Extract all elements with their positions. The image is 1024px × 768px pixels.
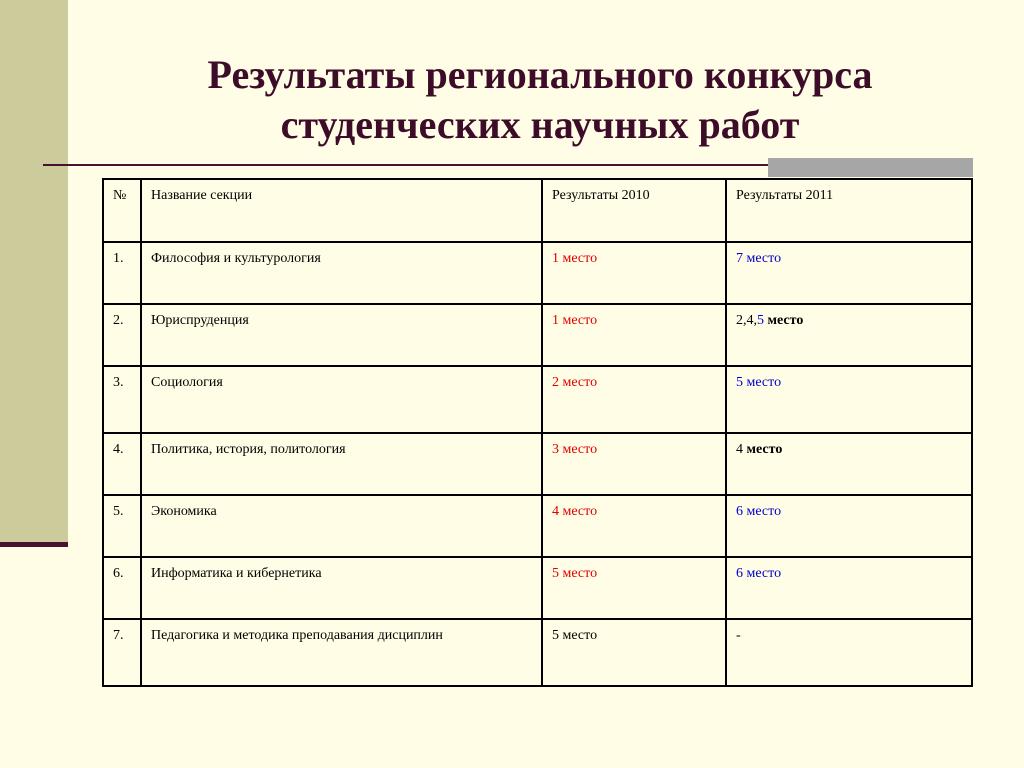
table-row (103, 304, 972, 366)
table-row (103, 495, 972, 557)
row-result-2011: 6 место (726, 495, 972, 557)
row-section: Социология (141, 366, 542, 433)
table-header-row (103, 179, 972, 242)
row-result-2011: 6 место (726, 557, 972, 619)
title-line-1: Результаты регионального конкурса (207, 52, 873, 97)
result-2011-part-b: 5 (757, 313, 764, 328)
row-section: Экономика (141, 495, 542, 557)
row-result-2010: 5 место (542, 619, 726, 686)
table-row (103, 433, 972, 495)
side-decoration-line (0, 542, 68, 547)
row-result-2010: 2 место (542, 366, 726, 433)
row-num: 4. (103, 433, 141, 495)
row-num: 5. (103, 495, 141, 557)
title-grey-accent (768, 158, 973, 177)
slide-title (140, 50, 940, 150)
row-result-2010: 1 место (542, 242, 726, 304)
row-section: Политика, история, политология (141, 433, 542, 495)
result-2011-part-a: 4 (736, 442, 747, 457)
row-section: Юриспруденция (141, 304, 542, 366)
row-result-2011: 5 место (726, 366, 972, 433)
table-row (103, 557, 972, 619)
result-2011-part-c: место (764, 313, 804, 328)
row-result-2011: - (726, 619, 972, 686)
side-decoration-bar (0, 0, 68, 542)
row-result-2010: 3 место (542, 433, 726, 495)
table-row (103, 242, 972, 304)
header-results-2010: Результаты 2010 (542, 179, 726, 242)
table-row (103, 619, 972, 686)
results-table (102, 178, 973, 687)
row-result-2011 (726, 433, 972, 495)
table-row (103, 366, 972, 433)
row-result-2010: 4 место (542, 495, 726, 557)
row-result-2010: 1 место (542, 304, 726, 366)
row-num: 7. (103, 619, 141, 686)
header-section: Название секции (141, 179, 542, 242)
row-num: 6. (103, 557, 141, 619)
header-num: № (103, 179, 141, 242)
title-line-2: студенческих научных работ (280, 102, 800, 147)
result-2011-part-c: место (746, 442, 783, 457)
row-num: 1. (103, 242, 141, 304)
row-num: 3. (103, 366, 141, 433)
row-section: Педагогика и методика преподавания дисциплин (141, 619, 542, 686)
row-result-2011 (726, 304, 972, 366)
row-num: 2. (103, 304, 141, 366)
row-section: Информатика и кибернетика (141, 557, 542, 619)
header-results-2011: Результаты 2011 (726, 179, 972, 242)
row-result-2011: 7 место (726, 242, 972, 304)
row-result-2010: 5 место (542, 557, 726, 619)
result-2011-part-a: 2,4, (736, 313, 757, 328)
row-section: Философия и культурология (141, 242, 542, 304)
